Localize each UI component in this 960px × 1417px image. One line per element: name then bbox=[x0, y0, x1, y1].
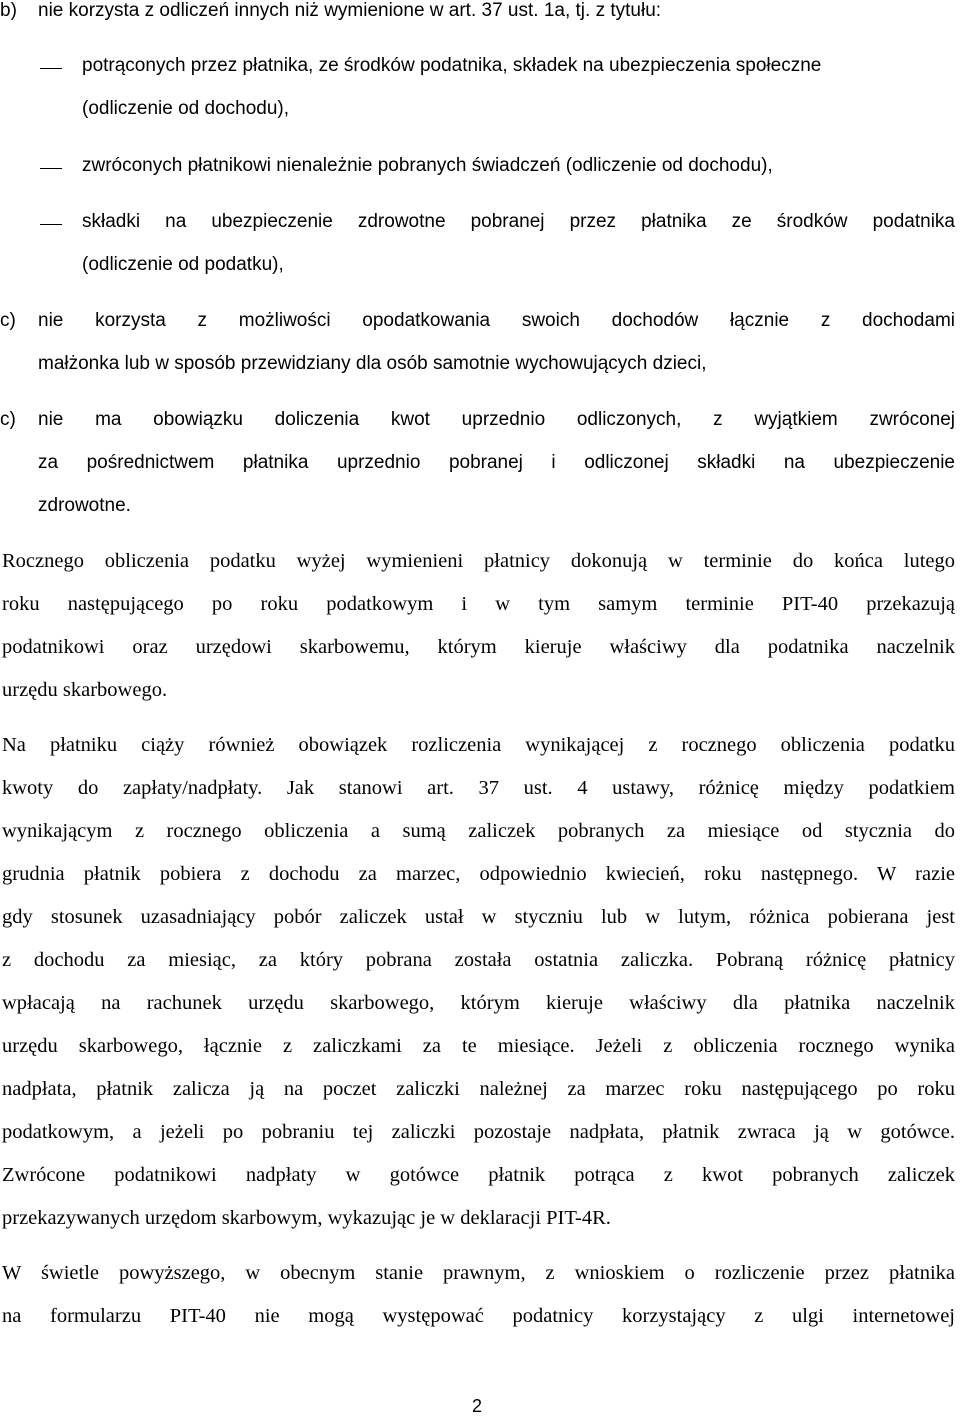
dash-item-2-line-1: zwróconych płatnikowi nienależnie pobranych świadczeń (odliczenie od dochodu), bbox=[82, 155, 773, 176]
paragraph-1-line-1: Rocznego obliczenia podatku wyżej wymienieni płatnicy dokonują w terminie do końca lutego bbox=[2, 550, 955, 572]
item-c1-line-2: małżonka lub w sposób przewidziany dla osób samotnie wychowujących dzieci, bbox=[38, 353, 707, 374]
paragraph-2-line-7: wpłacają na rachunek urzędu skarbowego, którym kieruje właściwy dla płatnika naczelnik bbox=[2, 992, 955, 1014]
item-c2-line-3: zdrowotne. bbox=[38, 495, 131, 516]
paragraph-1-line-4: urzędu skarbowego. bbox=[2, 679, 168, 701]
page-number: 2 bbox=[472, 1396, 483, 1416]
item-c2-line-2: za pośrednictwem płatnika uprzednio pobranej i odliczonej składki na ubezpieczenie bbox=[38, 452, 955, 473]
paragraph-2-line-6: z dochodu za miesiąc, za który pobrana została ostatnia zaliczka. Pobraną różnicę płatnicy bbox=[2, 949, 955, 971]
dash-item-3-line-2: (odliczenie od podatku), bbox=[82, 254, 284, 275]
item-b-text: nie korzysta z odliczeń innych niż wymienione w art. 37 ust. 1a, tj. z tytułu: bbox=[38, 0, 662, 21]
paragraph-3-line-2: na formularzu PIT-40 nie mogą występować podatnicy korzystający z ulgi internetowej bbox=[2, 1305, 955, 1327]
dash-bullet bbox=[40, 68, 62, 69]
paragraph-2-line-5: gdy stosunek uzasadniający pobór zaliczek ustał w styczniu lub w lutym, różnica pobierana jest bbox=[2, 906, 955, 928]
dash-bullet bbox=[40, 168, 62, 169]
paragraph-2-line-4: grudnia płatnik pobiera z dochodu za marzec, odpowiednio kwiecień, roku następnego. W razie bbox=[2, 863, 955, 885]
item-marker-c: c) bbox=[0, 409, 16, 430]
paragraph-2-line-12: przekazywanych urzędom skarbowym, wykazując je w deklaracji PIT-4R. bbox=[2, 1207, 611, 1229]
item-c2-line-1: nie ma obowiązku doliczenia kwot uprzednio odliczonych, z wyjątkiem zwróconej bbox=[38, 409, 955, 430]
paragraph-2-line-2: kwoty do zapłaty/nadpłaty. Jak stanowi art. 37 ust. 4 ustawy, różnicę między podatkiem bbox=[2, 777, 955, 799]
item-c1-line-1: nie korzysta z możliwości opodatkowania swoich dochodów łącznie z dochodami bbox=[38, 310, 955, 331]
paragraph-1-line-2: roku następującego po roku podatkowym i w tym samym terminie PIT-40 przekazują bbox=[2, 593, 955, 615]
dash-item-1-line-1: potrąconych przez płatnika, ze środków podatnika, składek na ubezpieczenia społeczne bbox=[82, 55, 822, 76]
paragraph-2-line-11: Zwrócone podatnikowi nadpłaty w gotówce płatnik potrąca z kwot pobranych zaliczek bbox=[2, 1164, 955, 1186]
paragraph-1-line-3: podatnikowi oraz urzędowi skarbowemu, którym kieruje właściwy dla podatnika naczelnik bbox=[2, 636, 955, 658]
dash-bullet bbox=[40, 224, 62, 225]
paragraph-2-line-10: podatkowym, a jeżeli po pobraniu tej zaliczki pozostaje nadpłata, płatnik zwraca ją w gotówce. bbox=[2, 1121, 955, 1143]
dash-item-1-line-2: (odliczenie od dochodu), bbox=[82, 98, 290, 119]
item-marker-b: b) bbox=[0, 0, 17, 21]
paragraph-2-line-8: urzędu skarbowego, łącznie z zaliczkami za te miesiące. Jeżeli z obliczenia rocznego wynika bbox=[2, 1035, 955, 1057]
paragraph-2-line-9: nadpłata, płatnik zalicza ją na poczet zaliczki należnej za marzec roku następującego po roku bbox=[2, 1078, 955, 1100]
paragraph-3-line-1: W świetle powyższego, w obecnym stanie prawnym, z wnioskiem o rozliczenie przez płatnika bbox=[2, 1262, 955, 1284]
item-marker-c: c) bbox=[0, 310, 16, 331]
dash-item-3-line-1: składki na ubezpieczenie zdrowotne pobranej przez płatnika ze środków podatnika bbox=[82, 211, 955, 232]
paragraph-2-line-3: wynikającym z rocznego obliczenia a sumą zaliczek pobranych za miesiące od stycznia do bbox=[2, 820, 955, 842]
paragraph-2-line-1: Na płatniku ciąży również obowiązek rozliczenia wynikającej z rocznego obliczenia podatku bbox=[2, 734, 955, 756]
